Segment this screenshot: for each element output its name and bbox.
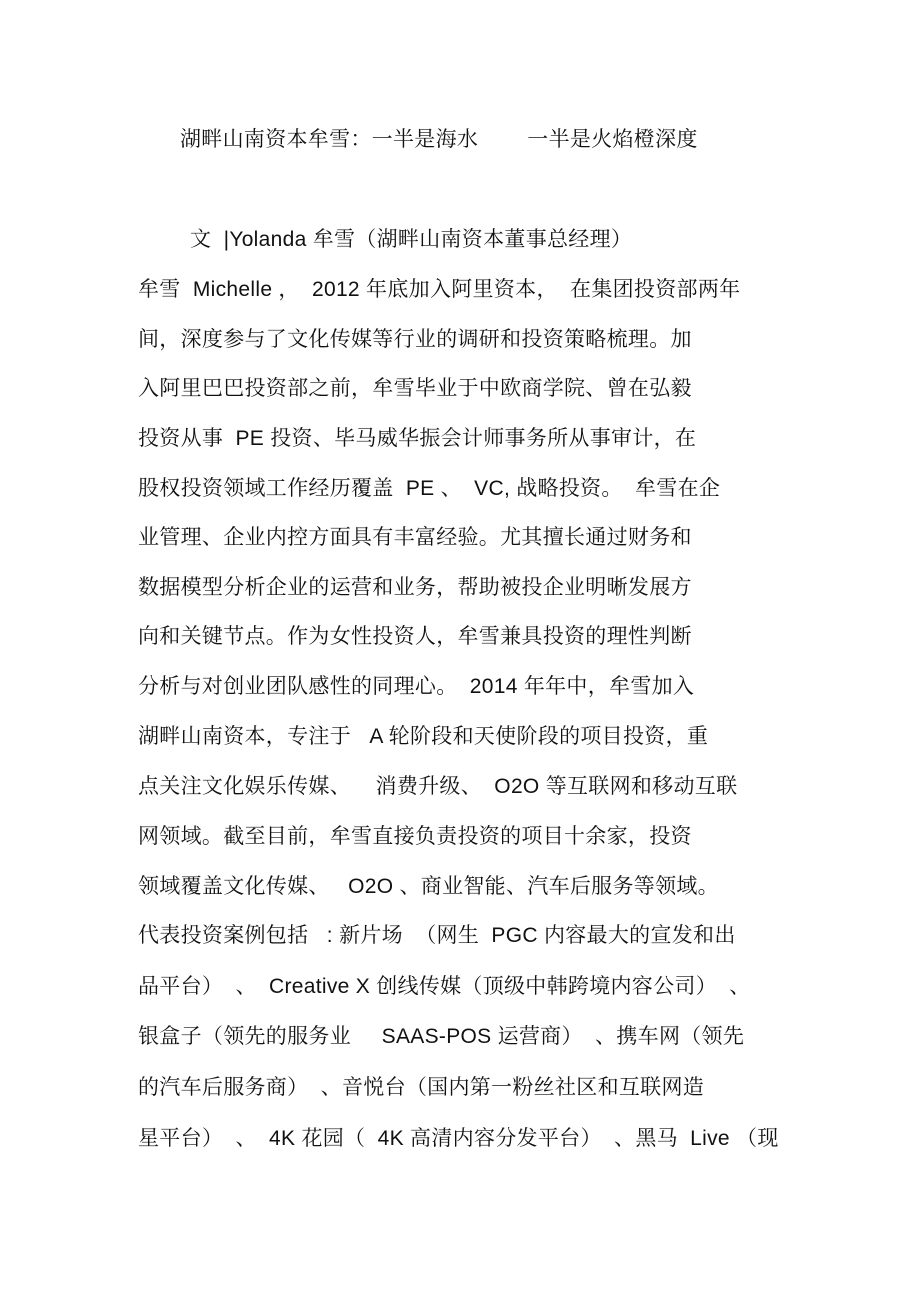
body-line: 代表投资案例包括 : 新片场 （网生 PGC 内容最大的宣发和出 xyxy=(138,924,736,947)
body-line: 向和关键节点。作为女性投资人，牟雪兼具投资的理性判断 xyxy=(138,625,692,648)
body-line: 银盒子（领先的服务业 SAAS-POS 运营商） 、携车网（领先 xyxy=(138,1025,745,1048)
article-byline: 文 |Yolanda 牟雪（湖畔山南资本董事总经理） xyxy=(190,228,633,251)
article-title: 湖畔山南资本牟雪：一半是海水 一半是火焰橙深度 xyxy=(180,128,698,151)
body-line: 投资从事 PE 投资、毕马威华振会计师事务所从事审计，在 xyxy=(138,427,697,450)
body-line: 股权投资领域工作经历覆盖 PE 、 VC, 战略投资。 牟雪在企 xyxy=(138,477,721,500)
body-line: 间，深度参与了文化传媒等行业的调研和投资策略梳理。加 xyxy=(138,328,692,351)
body-line: 品平台） 、 Creative X 创线传媒（顶级中韩跨境内容公司） 、 xyxy=(138,975,751,998)
body-line: 牟雪 Michelle ， 2012 年底加入阿里资本， 在集团投资部两年 xyxy=(138,278,741,301)
body-line: 星平台） 、 4K 花园（ 4K 高清内容分发平台） 、黑马 Live （现 xyxy=(138,1127,779,1150)
body-line: 湖畔山南资本，专注于 A 轮阶段和天使阶段的项目投资，重 xyxy=(138,725,709,748)
body-line: 数据模型分析企业的运营和业务，帮助被投企业明晰发展方 xyxy=(138,576,692,599)
body-line: 分析与对创业团队感性的同理心。 2014 年年中，牟雪加入 xyxy=(138,675,695,698)
body-line: 领域覆盖文化传媒、 O2O 、商业智能、汽车后服务等领域。 xyxy=(138,875,719,898)
body-line: 的汽车后服务商） 、音悦台（国内第一粉丝社区和互联网造 xyxy=(138,1076,705,1099)
body-line: 网领域。截至目前，牟雪直接负责投资的项目十余家，投资 xyxy=(138,825,692,848)
body-line: 入阿里巴巴投资部之前，牟雪毕业于中欧商学院、曾在弘毅 xyxy=(138,377,692,400)
body-line: 点关注文化娱乐传媒、 消费升级、 O2O 等互联网和移动互联 xyxy=(138,775,738,798)
body-line: 业管理、企业内控方面具有丰富经验。尤其擅长通过财务和 xyxy=(138,526,692,549)
